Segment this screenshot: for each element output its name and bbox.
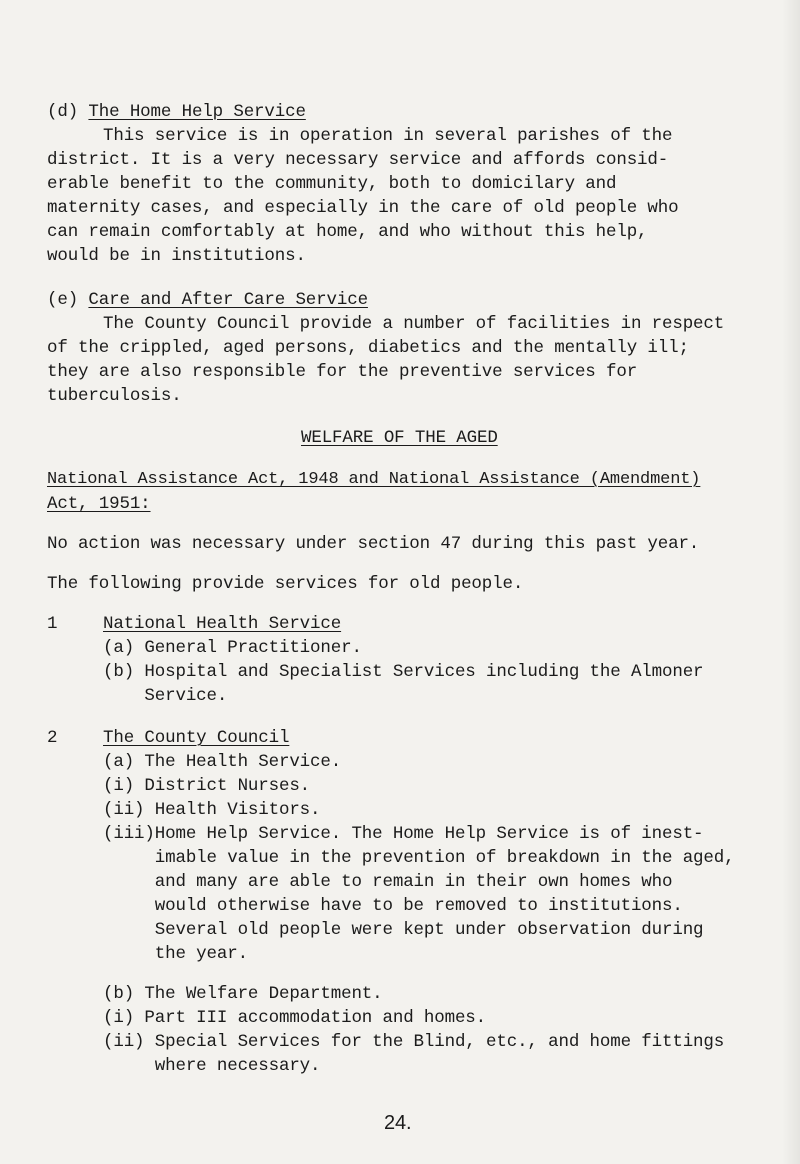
act-title-line1: National Assistance Act, 1948 and National Assistance (Amendment) bbox=[47, 470, 701, 489]
section-e-line: tuberculosis. bbox=[47, 386, 182, 406]
section-e-line: they are also responsible for the preventive services for bbox=[47, 362, 638, 382]
page-number: 24. bbox=[384, 1112, 412, 1134]
list-item-2-a: (a) The Health Service. bbox=[103, 752, 342, 772]
welfare-heading: WELFARE OF THE AGED bbox=[301, 428, 498, 448]
list-item-2-iii-cont: and many are able to remain in their own homes who bbox=[103, 872, 673, 892]
list-item-2-b-ii: (ii) Special Services for the Blind, etc., and home fittings bbox=[103, 1032, 725, 1052]
list-item-2-b-ii-cont: where necessary. bbox=[103, 1056, 321, 1076]
list-item-2-title: The County Council bbox=[103, 728, 290, 748]
list-item-2-iii-cont: the year. bbox=[103, 944, 248, 964]
section-e-marker: (e) bbox=[47, 290, 79, 310]
list-item-2-b: (b) The Welfare Department. bbox=[103, 984, 383, 1004]
section-e-line: The County Council provide a number of facilities in respect bbox=[103, 314, 725, 334]
section-d-line: would be in institutions. bbox=[47, 246, 306, 266]
section-e-line: of the crippled, aged persons, diabetics and the mentally ill; bbox=[47, 338, 689, 358]
section-d-line: district. It is a very necessary service and affords consid- bbox=[47, 150, 669, 170]
section-d-heading bbox=[47, 102, 306, 122]
no-action-text: No action was necessary under section 47 during this past year. bbox=[47, 534, 700, 554]
list-item-1-a: (a) General Practitioner. bbox=[103, 638, 362, 658]
list-item-2-iii-cont: imable value in the prevention of breakdown in the aged, bbox=[103, 848, 735, 868]
page-edge-shadow bbox=[782, 0, 800, 1164]
section-d-line: This service is in operation in several parishes of the bbox=[103, 126, 673, 146]
section-d-line: can remain comfortably at home, and who without this help, bbox=[47, 222, 648, 242]
list-item-1-title: National Health Service bbox=[103, 614, 342, 634]
section-d-line: maternity cases, and especially in the care of old people who bbox=[47, 198, 679, 218]
section-d-marker: (d) bbox=[47, 102, 79, 122]
section-d-line: erable benefit to the community, both to domicilary and bbox=[47, 174, 617, 194]
list-item-2-ii: (ii) Health Visitors. bbox=[103, 800, 321, 820]
list-item-2-iii-cont: would otherwise have to be removed to institutions. bbox=[103, 896, 683, 916]
section-e-heading bbox=[47, 290, 368, 310]
list-item-2-i: (i) District Nurses. bbox=[103, 776, 311, 796]
section-d-title: The Home Help Service bbox=[88, 102, 306, 122]
list-item-2-number: 2 bbox=[47, 728, 58, 748]
list-item-2-b-i: (i) Part III accommodation and homes. bbox=[103, 1008, 487, 1028]
list-item-1-b-cont: Service. bbox=[103, 686, 228, 706]
following-text: The following provide services for old people. bbox=[47, 574, 524, 594]
list-item-2-iii-cont: Several old people were kept under observation during bbox=[103, 920, 704, 940]
list-item-2-iii: (iii)Home Help Service. The Home Help Service is of inest- bbox=[103, 824, 704, 844]
act-title-line2: Act, 1951: bbox=[47, 494, 151, 514]
list-item-1-b: (b) Hospital and Specialist Services including the Almoner bbox=[103, 662, 704, 682]
list-item-1-number: 1 bbox=[47, 614, 58, 634]
section-e-title: Care and After Care Service bbox=[88, 290, 368, 310]
